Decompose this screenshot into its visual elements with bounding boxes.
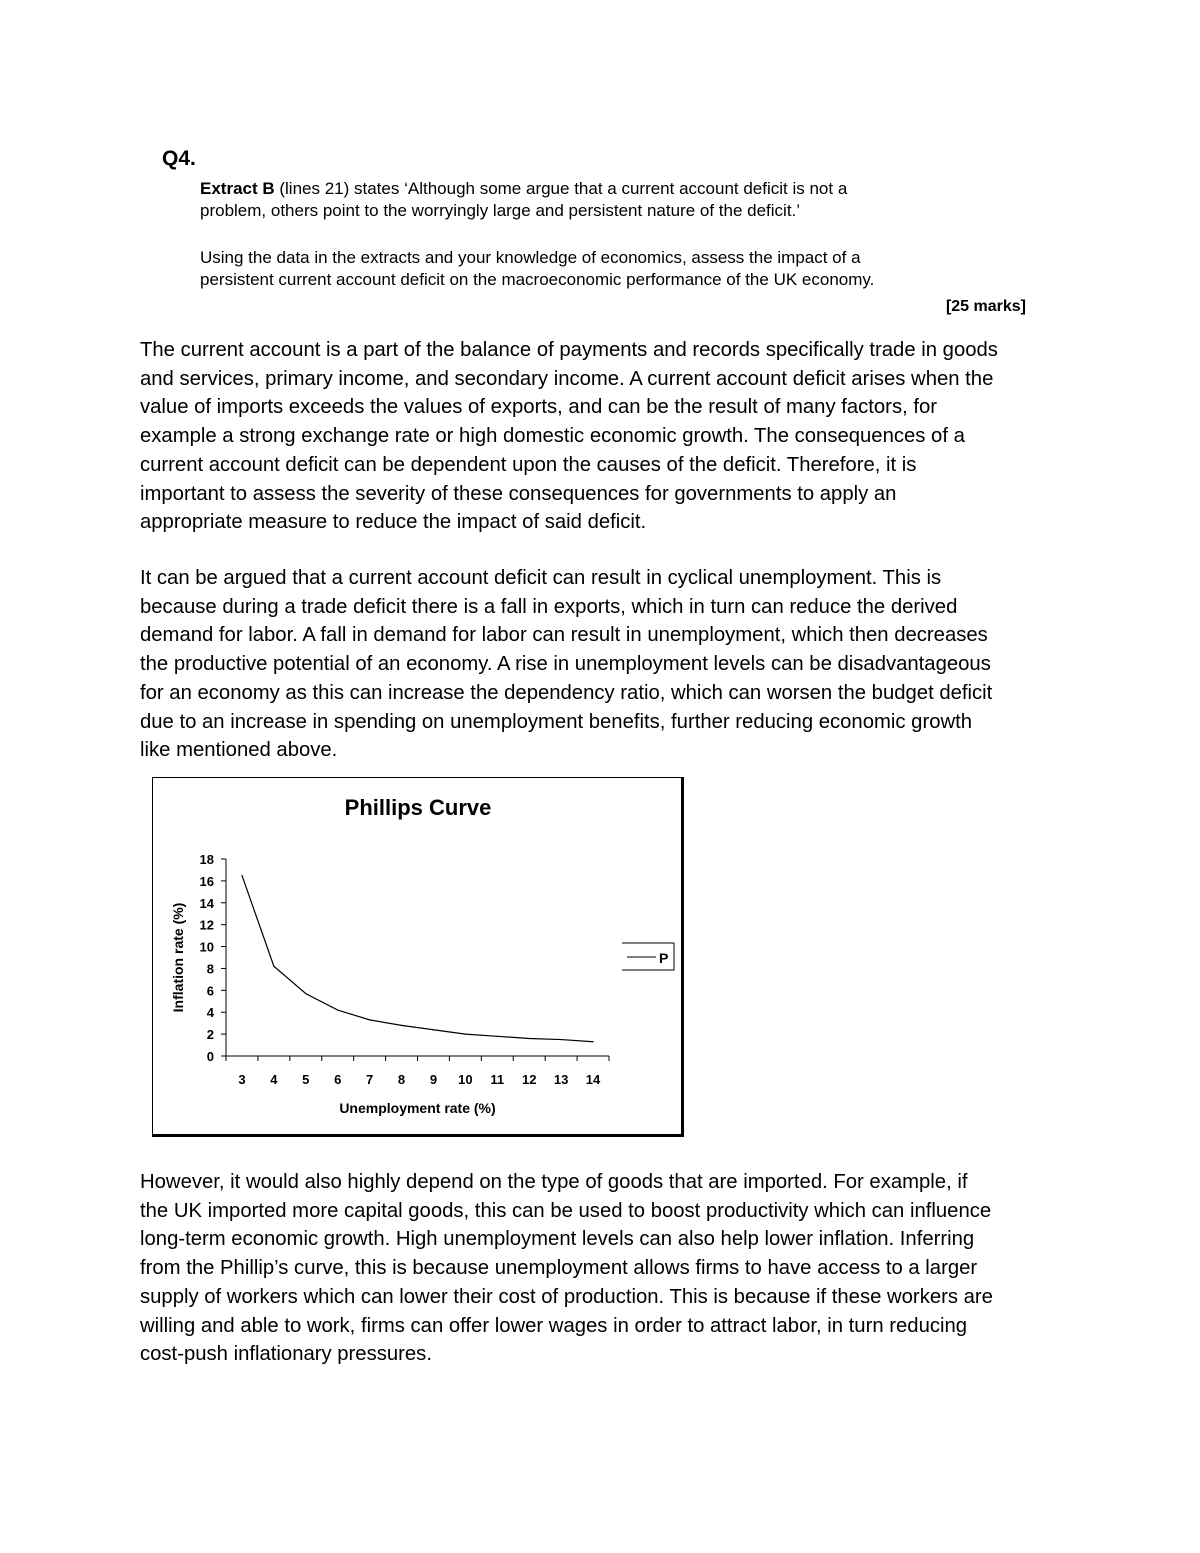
y-tick-label: 0: [206, 1049, 214, 1064]
data-point: [369, 1019, 370, 1020]
question-line-3: Using the data in the extracts and your knowledge of economics, assess the impact of a: [200, 248, 861, 267]
x-tick-label: 14: [585, 1072, 601, 1087]
y-tick-label: 6: [206, 983, 214, 999]
data-point: [401, 1025, 402, 1026]
question-line-2: problem, others point to the worryingly large and persistent nature of the deficit.’: [200, 201, 801, 220]
y-tick-label: 16: [199, 873, 214, 889]
paragraph-line: The current account is a part of the balance of payments and records specifically trade in goods: [140, 339, 998, 361]
paragraph-line: demand for labor. A fall in demand for labor can result in unemployment, which then decreases: [140, 624, 988, 647]
y-tick-label: 14: [199, 895, 214, 911]
y-axis-label: Inflation rate (%): [170, 902, 186, 1013]
series-line: [242, 875, 593, 1041]
x-tick-label: 12: [521, 1072, 537, 1087]
data-point: [592, 1041, 593, 1042]
data-point: [241, 875, 242, 876]
x-tick-label: 13: [553, 1072, 569, 1087]
chart-svg: [153, 778, 681, 1134]
data-point: [465, 1034, 466, 1035]
data-point: [305, 993, 306, 994]
question-line-1: [200, 179, 847, 199]
y-tick-label: 12: [199, 917, 214, 933]
legend-label: P: [659, 950, 669, 966]
y-tick-label: 18: [199, 852, 214, 867]
x-tick-label: 9: [429, 1072, 438, 1087]
question-line-1-text: (lines 21) states ‘Although some argue that a current account deficit is not a: [274, 179, 848, 198]
paragraph-line: willing and able to work, firms can offer lower wages in order to attract labor, in turn reducing: [140, 1314, 968, 1337]
paragraph-line: supply of workers which can lower their cost of production. This is because if these workers are: [140, 1285, 993, 1308]
paragraph-line: from the Phillip’s curve, this is because unemployment allows firms to have access to a larger: [140, 1257, 978, 1280]
y-tick-label: 10: [199, 939, 214, 955]
paragraph-line: due to an increase in spending on unemployment benefits, further reducing economic growth: [140, 710, 973, 733]
x-axis-label: Unemployment rate (%): [339, 1100, 496, 1116]
paragraph-line: appropriate measure to reduce the impact of said deficit.: [140, 511, 647, 534]
paragraph-line: important to assess the severity of these consequences for governments to apply an: [140, 482, 897, 505]
paragraph-line: the productive potential of an economy. A rise in unemployment levels can be disadvantageous: [140, 653, 991, 676]
paragraph-line: because during a trade deficit there is a fall in exports, which in turn can reduce the derived: [140, 595, 958, 618]
x-tick-label: 7: [366, 1072, 374, 1087]
data-point: [337, 1009, 338, 1010]
paragraph-line: for an economy as this can increase the dependency ratio, which can worsen the budget deficit: [140, 681, 993, 704]
y-tick-label: 8: [206, 961, 214, 977]
marks-label: [25 marks]: [945, 298, 1026, 315]
question-number: Q4.: [162, 147, 196, 170]
phillips-curve-chart: [152, 777, 684, 1137]
x-tick-label: 11: [490, 1072, 505, 1087]
data-point: [561, 1039, 562, 1040]
chart-title: Phillips Curve: [344, 795, 492, 820]
paragraph-line: It can be argued that a current account deficit can result in cyclical unemployment. This is: [140, 567, 942, 589]
data-point: [273, 966, 274, 967]
paragraph-line: the UK imported more capital goods, this can be used to boost productivity which can influence: [140, 1199, 992, 1222]
paragraph-line: cost-push inflationary pressures.: [140, 1343, 432, 1366]
extract-label: Extract B: [200, 179, 275, 198]
paragraph-line: However, it would also highly depend on the type of goods that are imported. For example, if: [140, 1171, 968, 1193]
data-point: [433, 1029, 434, 1030]
data-point: [529, 1038, 530, 1039]
paragraph-line: long-term economic growth. High unemployment levels can also help lower inflation. Inferring: [140, 1228, 975, 1251]
paragraph-line: value of imports exceeds the values of exports, and can be the result of many factors, for: [140, 396, 938, 419]
x-tick-label: 10: [458, 1072, 473, 1087]
data-point: [497, 1036, 498, 1037]
x-tick-label: 4: [270, 1072, 278, 1087]
x-tick-label: 8: [397, 1072, 406, 1087]
paragraph-line: example a strong exchange rate or high domestic economic growth. The consequences of a: [140, 425, 965, 448]
paragraph-line: and services, primary income, and secondary income. A current account deficit arises when the: [140, 367, 994, 390]
y-tick-label: 2: [206, 1027, 214, 1043]
x-tick-label: 5: [302, 1072, 310, 1087]
paragraph-line: current account deficit can be dependent upon the causes of the deficit. Therefore, it is: [140, 453, 917, 476]
x-tick-label: 6: [334, 1072, 342, 1087]
question-line-4: persistent current account deficit on the macroeconomic performance of the UK economy.: [200, 270, 875, 289]
x-tick-label: 3: [238, 1072, 246, 1087]
y-tick-label: 4: [206, 1005, 214, 1021]
paragraph-line: like mentioned above.: [140, 739, 338, 762]
